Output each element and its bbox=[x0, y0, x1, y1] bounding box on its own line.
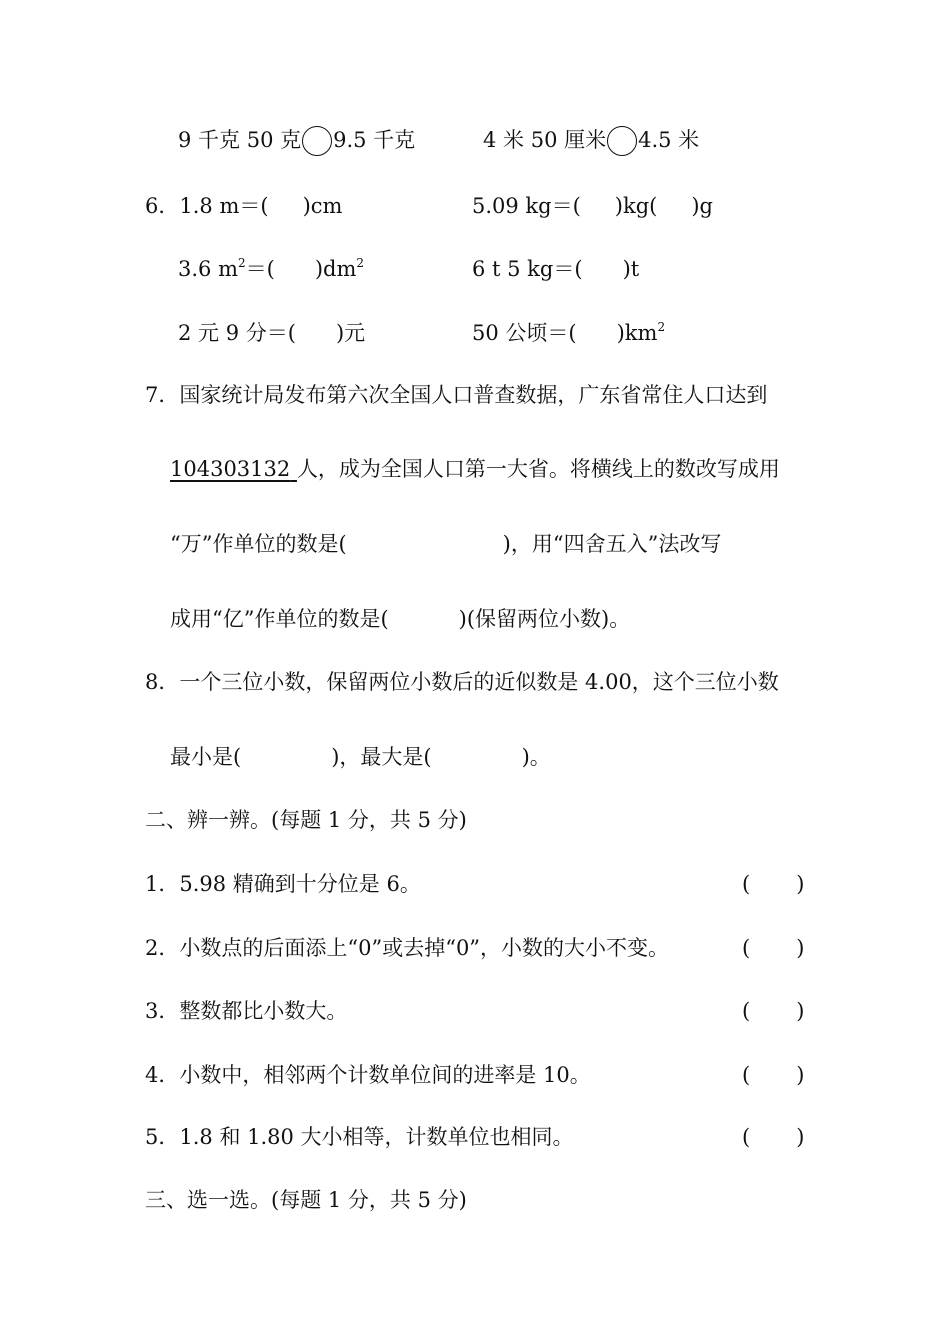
q5-left-b: 9.5 千克 bbox=[333, 128, 416, 152]
q6-b-pre: 5.09 kg＝( bbox=[472, 194, 581, 218]
q5-left-a: 9 千克 50 克 bbox=[178, 128, 302, 152]
q6-line-3a bbox=[178, 319, 365, 347]
compare-circle-1[interactable] bbox=[302, 126, 332, 156]
q6-c-post: )dm bbox=[314, 257, 357, 281]
q7-text-2: 人，成为全国人口第一大省。将横线上的数改写成用 bbox=[296, 457, 780, 481]
q6-d-post: )t bbox=[622, 257, 640, 281]
paren-close: ) bbox=[796, 936, 805, 960]
paren-open: ( bbox=[742, 936, 751, 960]
tf-item-2 bbox=[145, 934, 669, 962]
q6-c-sup2: 2 bbox=[356, 256, 365, 270]
q8-text-2a: 最小是( bbox=[170, 745, 242, 769]
tf-answer-4[interactable] bbox=[742, 1061, 804, 1089]
q8-number: 8． bbox=[145, 670, 180, 694]
tf-item-text: 整数都比小数大。 bbox=[179, 999, 348, 1023]
q5-right-b: 4.5 米 bbox=[638, 128, 700, 152]
tf-answer-2[interactable] bbox=[742, 934, 804, 962]
q6-c-sup: 2 bbox=[238, 256, 246, 270]
q6-e-post: )元 bbox=[335, 321, 366, 345]
tf-item-number: 4． bbox=[145, 1063, 180, 1087]
q6-line-1a bbox=[145, 192, 342, 220]
q8-text-1: 一个三位小数，保留两位小数后的近似数是 4.00，这个三位小数 bbox=[179, 670, 779, 694]
q6-f-sup: 2 bbox=[657, 320, 666, 334]
q6-line-1b bbox=[472, 192, 713, 220]
paren-close: ) bbox=[796, 1125, 805, 1149]
q7-line-4 bbox=[170, 605, 630, 633]
paren-open: ( bbox=[742, 1125, 751, 1149]
q8-text-2b: )，最大是( bbox=[331, 745, 432, 769]
tf-item-text: 5.98 精确到十分位是 6。 bbox=[179, 872, 421, 896]
q7-text-4b: )(保留两位小数)。 bbox=[458, 607, 631, 631]
q6-a-post: )cm bbox=[302, 194, 343, 218]
q6-f-pre: 50 公顷＝( bbox=[472, 321, 577, 345]
tf-answer-5[interactable] bbox=[742, 1123, 804, 1151]
q6-a-pre: 1.8 m＝( bbox=[179, 194, 269, 218]
q5-right-comparison bbox=[483, 126, 699, 156]
q7-line-3 bbox=[170, 530, 721, 558]
q6-line-2a bbox=[178, 255, 364, 283]
q8-line-2 bbox=[170, 743, 551, 771]
q5-right-a: 4 米 50 厘米 bbox=[483, 128, 607, 152]
paren-close: ) bbox=[796, 999, 805, 1023]
tf-item-4 bbox=[145, 1061, 591, 1089]
tf-item-text: 小数中，相邻两个计数单位间的进率是 10。 bbox=[179, 1063, 591, 1087]
q8-line-1 bbox=[145, 668, 779, 696]
q6-b-mid: )kg( bbox=[614, 194, 658, 218]
tf-answer-1[interactable] bbox=[742, 870, 804, 898]
q7-text-1: 国家统计局发布第六次全国人口普查数据，广东省常住人口达到 bbox=[179, 383, 768, 407]
paren-open: ( bbox=[742, 999, 751, 1023]
paren-open: ( bbox=[742, 1063, 751, 1087]
q7-line-1 bbox=[145, 381, 767, 409]
tf-item-number: 1． bbox=[145, 872, 180, 896]
q6-c-eq: ＝( bbox=[245, 257, 275, 281]
q7-text-3a: “万”作单位的数是( bbox=[170, 532, 347, 556]
tf-item-text: 小数点的后面添上“0”或去掉“0”，小数的大小不变。 bbox=[179, 936, 670, 960]
tf-item-number: 3． bbox=[145, 999, 180, 1023]
q8-text-2c: )。 bbox=[521, 745, 551, 769]
q6-e-pre: 2 元 9 分＝( bbox=[178, 321, 296, 345]
paren-close: ) bbox=[796, 1063, 805, 1087]
tf-item-text: 1.8 和 1.80 大小相等，计数单位也相同。 bbox=[179, 1125, 574, 1149]
q7-line-2 bbox=[170, 455, 780, 483]
paren-open: ( bbox=[742, 872, 751, 896]
underlined-population: 104303132 bbox=[170, 457, 291, 481]
paren-close: ) bbox=[796, 872, 805, 896]
q6-line-3b bbox=[472, 319, 665, 347]
q6-b-post: )g bbox=[691, 194, 713, 218]
q6-f-post: )km bbox=[616, 321, 658, 345]
q7-text-4a: 成用“亿”作单位的数是( bbox=[170, 607, 389, 631]
q6-c-pre: 3.6 m bbox=[178, 257, 238, 281]
tf-item-3 bbox=[145, 997, 347, 1025]
q6-number: 6． bbox=[145, 194, 180, 218]
compare-circle-2[interactable] bbox=[607, 126, 637, 156]
tf-item-1 bbox=[145, 870, 421, 898]
q6-d-pre: 6 t 5 kg＝( bbox=[472, 257, 583, 281]
q7-text-3b: )，用“四舍五入”法改写 bbox=[502, 532, 722, 556]
section-2-title: 二、辨一辨。(每题 1 分，共 5 分) bbox=[145, 808, 467, 832]
tf-item-number: 2． bbox=[145, 936, 180, 960]
tf-item-number: 5． bbox=[145, 1125, 180, 1149]
tf-answer-3[interactable] bbox=[742, 997, 804, 1025]
section-3-title: 三、选一选。(每题 1 分，共 5 分) bbox=[145, 1188, 467, 1212]
q7-number: 7． bbox=[145, 383, 180, 407]
q6-line-2b bbox=[472, 255, 639, 283]
q5-left-comparison bbox=[178, 126, 415, 156]
tf-item-5 bbox=[145, 1123, 574, 1151]
